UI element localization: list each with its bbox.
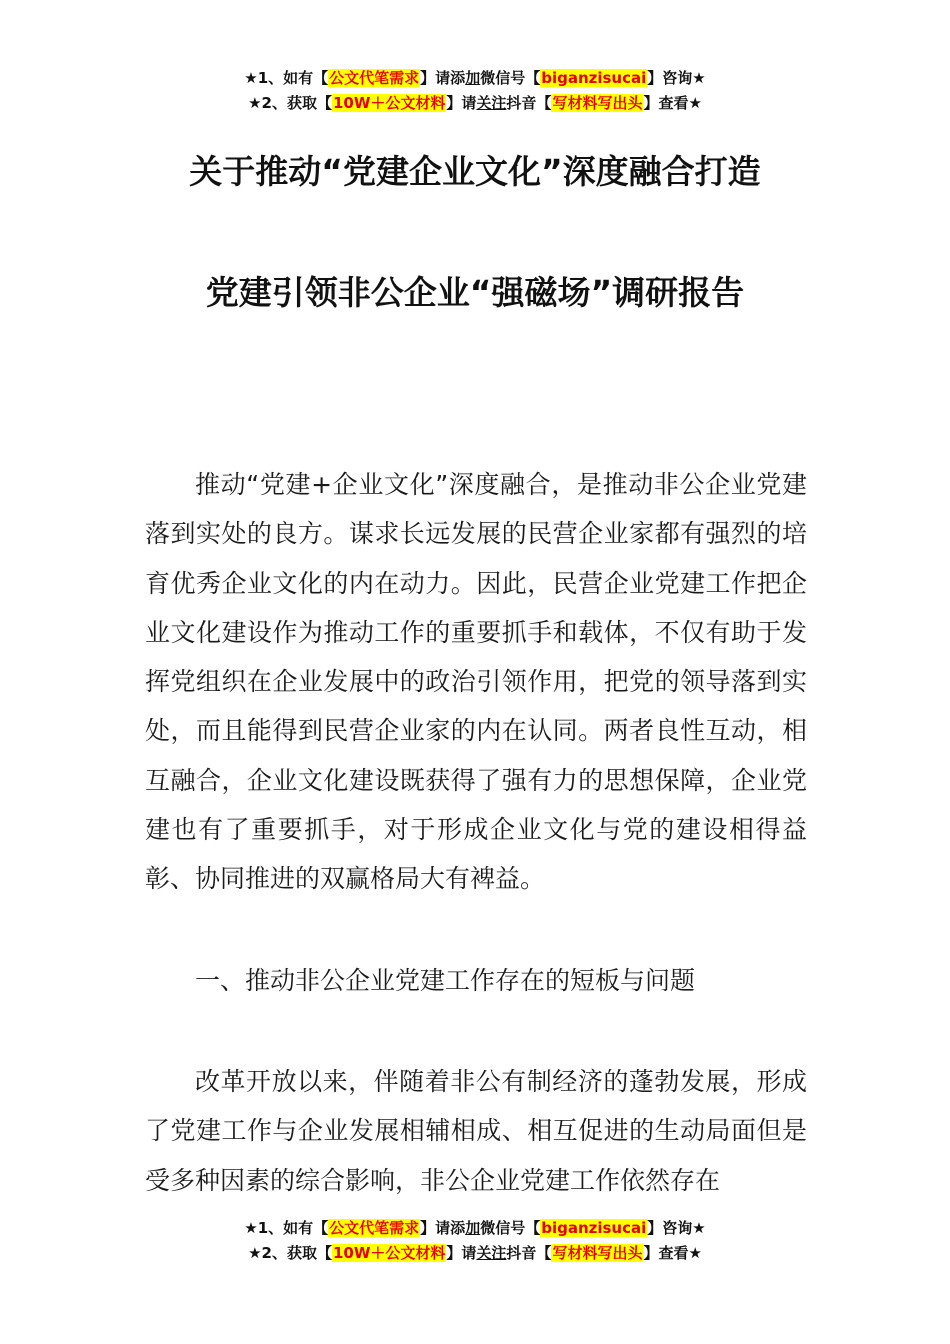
banner-line-1-emphasis: 加: [465, 69, 481, 87]
banner-line-1: [0, 66, 950, 91]
section-heading-1: 一、推动非公企业党建工作存在的短板与问题: [195, 966, 696, 995]
footer-line-2-prefix: ★2、获取【: [248, 1244, 332, 1262]
document-title-line-2: 党建引领非公企业“强磁场”调研报告: [205, 273, 745, 312]
footer-line-2-suffix: 】查看★: [643, 1244, 702, 1262]
footer-line-2-emphasis: 关注: [476, 1244, 507, 1262]
banner-line-1-highlight-service: 公文代笔需求: [329, 69, 420, 87]
banner-line-1-prefix: ★1、如有【: [244, 69, 329, 87]
footer-line-2-middle: 】请: [446, 1244, 477, 1262]
banner-line-2-highlight-douyin: 写材料写出头: [552, 94, 643, 112]
footer-line-2-middle-2: 抖音【: [506, 1244, 552, 1262]
banner-line-1-suffix: 】咨询★: [647, 69, 706, 87]
body-paragraph-1-block: [145, 460, 807, 904]
footer-line-2-highlight-materials: 10W＋公文材料: [332, 1244, 446, 1262]
banner-line-1-middle: 】请添: [420, 69, 466, 87]
section-heading-1-block: [145, 956, 807, 1005]
footer-banner: [0, 1216, 950, 1266]
footer-banner-line-1: [0, 1216, 950, 1241]
document-title-line-1: 关于推动“党建企业文化”深度融合打造: [189, 152, 761, 191]
footer-line-1-emphasis: 加: [465, 1219, 481, 1237]
footer-line-2-highlight-douyin: 写材料写出头: [552, 1244, 643, 1262]
header-banner: [0, 66, 950, 116]
body-paragraph-2-block: [145, 1057, 807, 1197]
banner-line-2-middle: 】请: [446, 94, 477, 112]
footer-line-1-highlight-wechat: biganzisucai: [541, 1219, 647, 1237]
footer-banner-line-2: [0, 1241, 950, 1266]
footer-line-1-middle: 】请添: [420, 1219, 466, 1237]
footer-line-1-highlight-service: 公文代笔需求: [329, 1219, 420, 1237]
body-paragraph-1: 推动“党建+企业文化”深度融合，是推动非公企业党建落到实处的良方。谋求长远发展的民营企业家都有强烈的培育优秀企业文化的内在动力。因此，民营企业党建工作把企业文化建设作为推动工作的重要抓手和载体，不仅有助于发挥党组织在企业发展中的政治引领作用，把党的领导落到实处，而且能得到民营企业家的内在认同。两者良性互动，相互融合，企业文化建设既获得了强有力的思想保障，企业党建也有了重要抓手，对于形成企业文化与党的建设相得益彰、协同推进的双赢格局大有裨益。: [145, 470, 807, 894]
banner-line-2-prefix: ★2、获取【: [248, 94, 332, 112]
body-paragraph-2: 改革开放以来，伴随着非公有制经济的蓬勃发展，形成了党建工作与企业发展相辅相成、相互促进的生动局面但是受多种因素的综合影响，非公企业党建工作依然存在: [145, 1067, 807, 1195]
banner-line-1-middle-2: 微信号【: [480, 69, 541, 87]
banner-line-2: [0, 91, 950, 116]
banner-line-2-highlight-materials: 10W＋公文材料: [332, 94, 446, 112]
banner-line-2-suffix: 】查看★: [643, 94, 702, 112]
footer-line-1-suffix: 】咨询★: [647, 1219, 706, 1237]
footer-line-1-middle-2: 微信号【: [480, 1219, 541, 1237]
banner-line-2-emphasis: 关注: [476, 94, 507, 112]
footer-line-1-prefix: ★1、如有【: [244, 1219, 329, 1237]
banner-line-2-middle-2: 抖音【: [506, 94, 552, 112]
banner-line-1-highlight-wechat: biganzisucai: [541, 69, 647, 87]
